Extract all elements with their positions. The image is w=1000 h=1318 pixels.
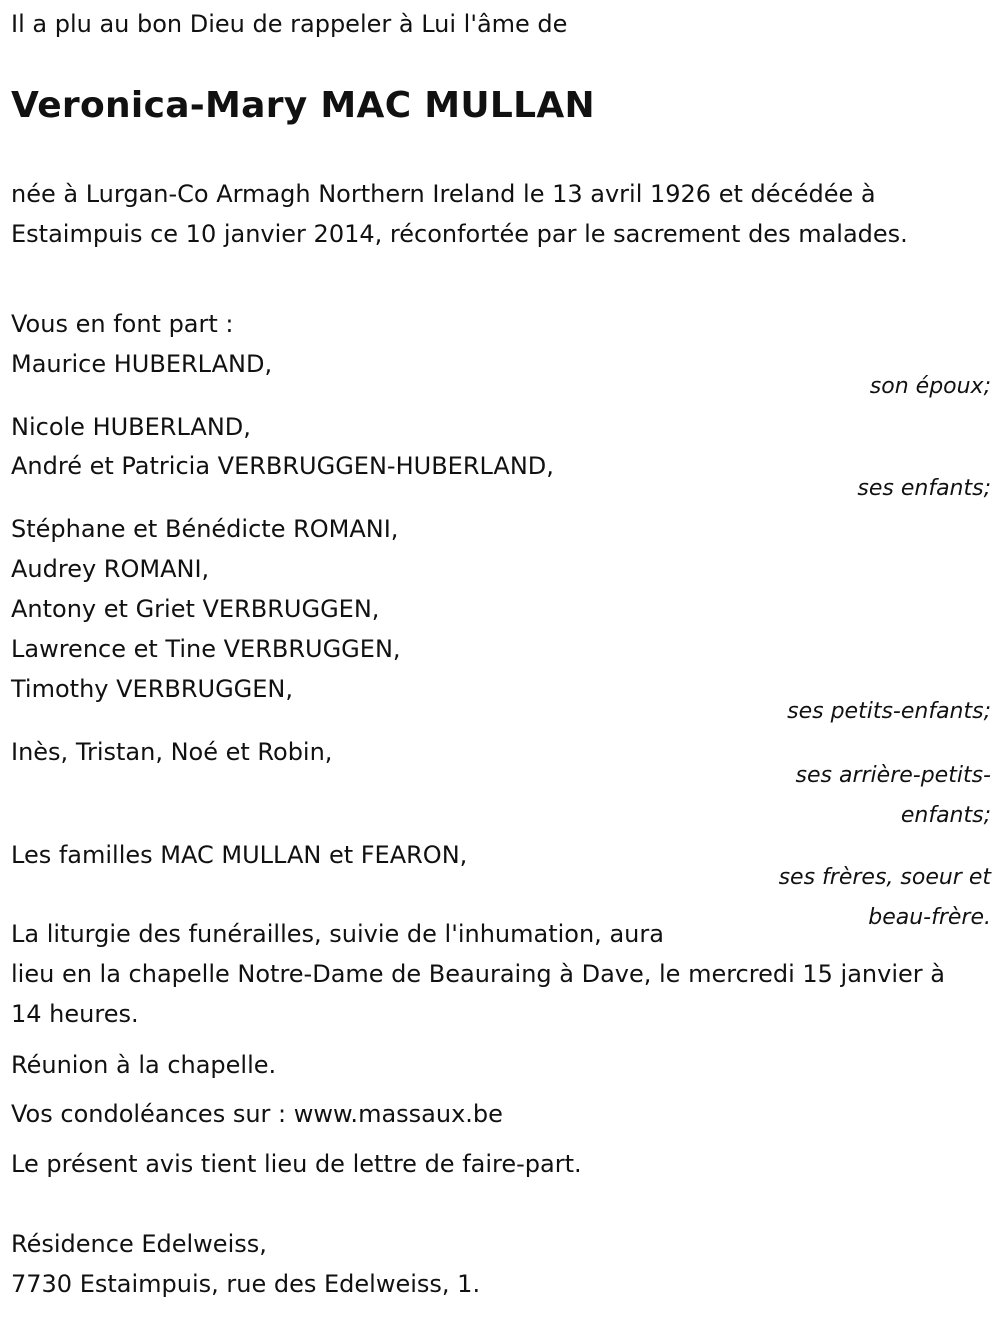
great-grandchildren-names: Inès, Tristan, Noé et Robin,: [11, 738, 333, 766]
grandchild-name: Timothy VERBRUGGEN,: [11, 675, 294, 703]
notice-text: Le présent avis tient lieu de lettre de faire-part.: [11, 1150, 582, 1178]
address-line-2: 7730 Estaimpuis, rue des Edelweiss, 1.: [11, 1270, 481, 1298]
child-name: André et Patricia VERBRUGGEN-HUBERLAND,: [11, 452, 554, 480]
liturgy-rest: lieu en la chapelle Notre-Dame de Beauraing à Dave, le mercredi 15 janvier à 14 heures.: [11, 960, 945, 1028]
announcement-intro: Vous en font part :: [11, 310, 234, 338]
birth-death-text: née à Lurgan-Co Armagh Northern Ireland le 13 avril 1926 et décédée à Estaimpuis ce 10 janvier 2014, réconfortée par le sacrement des malades.: [11, 180, 908, 248]
grandchildren-relation: ses petits-enfants;: [787, 699, 991, 724]
children-relation: ses enfants;: [857, 476, 991, 501]
sibling-families: Les familles MAC MULLAN et FEARON,: [11, 841, 468, 869]
liturgy-text: [11, 914, 971, 1034]
grandchild-name: Antony et Griet VERBRUGGEN,: [11, 595, 380, 623]
spouse-relation: son époux;: [869, 374, 991, 399]
siblings-relation-line1: ses frères, soeur et: [778, 865, 991, 890]
grandchild-name: Lawrence et Tine VERBRUGGEN,: [11, 635, 401, 663]
intro-text: Il a plu au bon Dieu de rappeler à Lui l'âme de: [11, 10, 568, 38]
liturgy-line-1: La liturgie des funérailles, suivie de l'inhumation, aura: [11, 920, 664, 948]
great-grandchildren-relation-line1: ses arrière-petits-: [795, 763, 991, 788]
grandchild-name: Audrey ROMANI,: [11, 555, 210, 583]
deceased-name: Veronica-Mary MAC MULLAN: [11, 85, 595, 126]
child-name: Nicole HUBERLAND,: [11, 413, 251, 441]
address-line-1: Résidence Edelweiss,: [11, 1230, 267, 1258]
siblings-relation-line2: beau-frère.: [868, 905, 991, 930]
spouse-name: Maurice HUBERLAND,: [11, 350, 273, 378]
grandchild-name: Stéphane et Bénédicte ROMANI,: [11, 515, 399, 543]
great-grandchildren-relation-line2: enfants;: [900, 803, 991, 828]
condolences-text: Vos condoléances sur : www.massaux.be: [11, 1100, 503, 1128]
reunion-text: Réunion à la chapelle.: [11, 1051, 277, 1079]
